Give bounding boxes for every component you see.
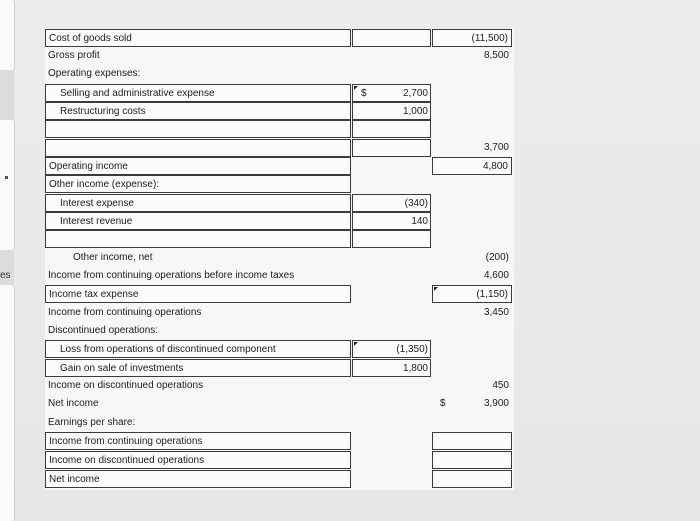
amount-input-mid[interactable] xyxy=(352,84,431,102)
amount-cell-right xyxy=(432,120,512,138)
table-row xyxy=(45,304,514,322)
line-item-label: Net income xyxy=(48,398,99,409)
table-row xyxy=(45,84,514,102)
table-row xyxy=(45,139,514,157)
line-item-label: Income from continuing operations before income taxes xyxy=(48,270,295,281)
line-item-label[interactable]: Selling and administrative expense xyxy=(45,84,351,102)
line-item-label[interactable] xyxy=(45,120,351,138)
currency-symbol: $ xyxy=(440,398,446,409)
amount-cell-mid xyxy=(352,432,431,450)
amount-cell-right: 3,700 xyxy=(483,142,509,153)
amount-input-mid[interactable]: (340) xyxy=(352,194,431,212)
table-row xyxy=(45,340,514,358)
amount-cell-right xyxy=(432,395,512,413)
amount-cell-mid xyxy=(352,47,431,65)
side-label: es xyxy=(0,270,11,281)
amount-cell-right xyxy=(432,359,512,377)
line-item-label[interactable]: Interest expense xyxy=(45,194,351,212)
amount-cell-mid xyxy=(352,451,431,469)
table-row xyxy=(45,377,514,395)
amount-input-mid[interactable] xyxy=(352,120,431,138)
line-item-label[interactable] xyxy=(45,139,351,157)
amount-input-mid[interactable] xyxy=(352,230,431,248)
line-item-label: Other income, net xyxy=(73,252,153,263)
table-row xyxy=(45,451,514,469)
left-panel-tab xyxy=(0,0,15,70)
amount-input-right[interactable] xyxy=(432,285,512,303)
table-row xyxy=(45,157,514,175)
amount-cell-right: 450 xyxy=(492,380,509,391)
amount-cell-mid xyxy=(352,285,431,303)
table-row xyxy=(45,212,514,230)
amount-value: 2,700 xyxy=(402,88,428,99)
amount-value: (1,350) xyxy=(396,344,428,355)
line-item-label[interactable]: Restructuring costs xyxy=(45,102,351,120)
table-row xyxy=(45,414,514,432)
table-row xyxy=(45,29,514,47)
amount-input-mid[interactable]: 1,800 xyxy=(352,359,431,377)
dropdown-marker-icon xyxy=(434,287,438,291)
currency-symbol: $ xyxy=(361,88,367,99)
amount-input-right[interactable] xyxy=(432,470,512,488)
amount-cell-right: (200) xyxy=(485,252,509,263)
amount-cell-mid xyxy=(352,267,431,285)
amount-cell-right: 8,500 xyxy=(483,50,509,61)
amount-cell-mid xyxy=(352,249,431,267)
table-row xyxy=(45,194,514,212)
line-item-label[interactable]: Operating income xyxy=(45,157,351,175)
table-row xyxy=(45,359,514,377)
amount-cell-mid xyxy=(352,470,431,488)
amount-value: (1,150) xyxy=(476,289,508,300)
amount-cell-right xyxy=(432,194,512,212)
table-row xyxy=(45,395,514,413)
line-item-label: Income from continuing operations xyxy=(48,307,202,318)
amount-input-mid[interactable] xyxy=(352,340,431,358)
amount-input-mid[interactable]: 1,000 xyxy=(352,102,431,120)
section-heading[interactable]: Other income (expense): xyxy=(45,175,351,193)
amount-input-mid[interactable]: 140 xyxy=(352,212,431,230)
amount-cell-mid xyxy=(352,304,431,322)
line-item-label[interactable]: Income on discontinued operations xyxy=(45,451,351,469)
dropdown-marker-icon xyxy=(354,86,358,90)
amount-cell-mid xyxy=(352,395,431,413)
amount-input-right[interactable]: 4,800 xyxy=(432,157,512,175)
table-row xyxy=(45,102,514,120)
table-row xyxy=(45,267,514,285)
amount-value: 3,900 xyxy=(483,398,509,409)
amount-cell-right: 3,450 xyxy=(483,307,509,318)
amount-input-right[interactable] xyxy=(432,432,512,450)
amount-cell-right xyxy=(432,230,512,248)
dropdown-marker-icon xyxy=(354,342,358,346)
table-row xyxy=(45,175,514,193)
line-item-label[interactable]: Gain on sale of investments xyxy=(45,359,351,377)
bullet-dot xyxy=(5,176,8,179)
table-row xyxy=(45,249,514,267)
line-item-label[interactable]: Cost of goods sold xyxy=(45,29,351,47)
amount-cell-right xyxy=(432,102,512,120)
table-row xyxy=(45,322,514,340)
amount-input-right[interactable]: (11,500) xyxy=(432,29,512,47)
amount-input-mid[interactable] xyxy=(352,139,431,157)
table-row xyxy=(45,470,514,488)
table-row xyxy=(45,432,514,450)
section-heading: Operating expenses: xyxy=(48,68,141,79)
section-heading: Discontinued operations: xyxy=(48,325,159,336)
table-row xyxy=(45,65,514,83)
line-item-label[interactable]: Income from continuing operations xyxy=(45,432,351,450)
table-row xyxy=(45,47,514,65)
section-heading: Earnings per share: xyxy=(48,417,136,428)
line-item-label: Income on discontinued operations xyxy=(48,380,204,391)
amount-input-right[interactable] xyxy=(432,451,512,469)
line-item-label[interactable]: Loss from operations of discontinued component xyxy=(45,340,351,358)
amount-input-mid[interactable] xyxy=(352,29,431,47)
table-row xyxy=(45,285,514,303)
table-row xyxy=(45,120,514,138)
line-item-label[interactable]: Interest revenue xyxy=(45,212,351,230)
line-item-label[interactable] xyxy=(45,230,351,248)
amount-cell-right xyxy=(432,84,512,102)
line-item-label: Gross profit xyxy=(48,50,100,61)
amount-cell-right xyxy=(432,212,512,230)
amount-cell-right: 4,600 xyxy=(483,270,509,281)
left-panel-tab xyxy=(0,285,15,521)
line-item-label[interactable]: Income tax expense xyxy=(45,285,351,303)
left-panel-tab xyxy=(0,120,15,250)
line-item-label[interactable]: Net income xyxy=(45,470,351,488)
amount-cell-right xyxy=(432,340,512,358)
amount-cell-mid xyxy=(352,377,431,395)
amount-cell-mid xyxy=(352,157,431,175)
table-row xyxy=(45,230,514,248)
